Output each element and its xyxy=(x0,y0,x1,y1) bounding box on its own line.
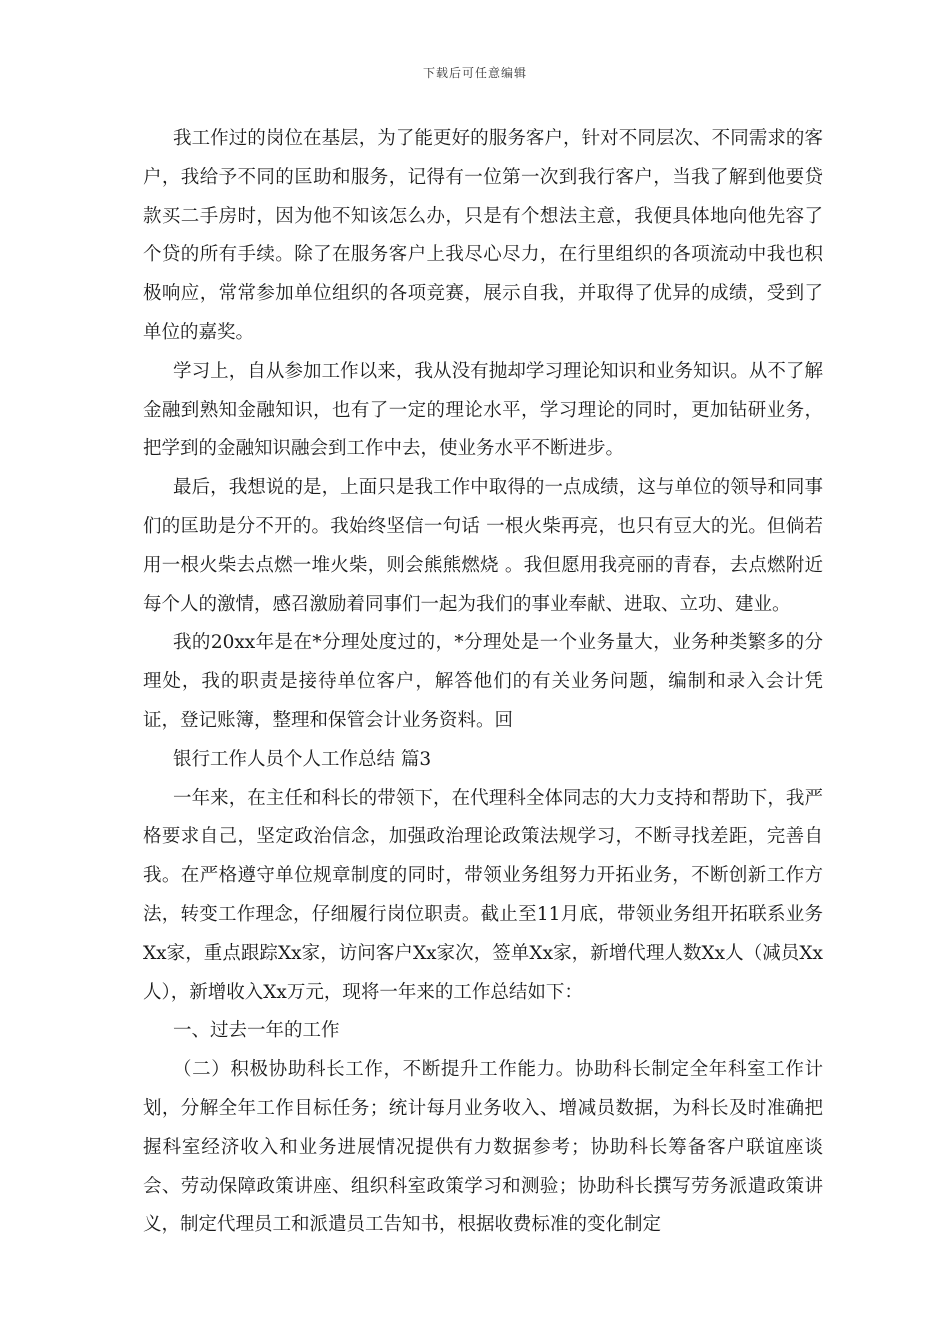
paragraph-conclusion: 最后，我想说的是，上面只是我工作中取得的一点成绩，这与单位的领导和同事们的匡助是分不开的。我始终坚信一句话 一根火柴再亮，也只有豆大的光。但倘若用一根火柴去点燃一堆火柴，则会熊熊燃烧 。我但愿用我亮丽的青春，去点燃附近每个人的激情，感召激励着同事们一起为我们的事业奉献、进取、立功、建业。 xyxy=(143,477,823,615)
paragraph-study: 学习上，自从参加工作以来，我从没有抛却学习理论知识和业务知识。从不了解金融到熟知金融知识，也有了一定的理论水平，学习理论的同时，更加钻研业务，把学到的金融知识融会到工作中去，使业务水平不断进步。 xyxy=(143,360,823,460)
paragraph-year-summary: 一年来，在主任和科长的带领下，在代理科全体同志的大力支持和帮助下，我严格要求自己，坚定政治信念，加强政治理论政策法规学习，不断寻找差距，完善自我。在严格遵守单位规章制度的同时，带领业务组努力开拓业务，不断创新工作方法，转变工作理念，仔细履行岗位职责。截止至11月底，带领业务组开拓联系业务Xx家，重点跟踪Xx家，访问客户Xx家次，签单Xx家，新增代理人数Xx人（减员Xx人），新增收入Xx万元，现将一年来的工作总结如下： xyxy=(143,787,823,1003)
section-heading: 一、过去一年的工作 xyxy=(173,1020,340,1042)
paragraph-service: 我工作过的岗位在基层，为了能更好的服务客户，针对不同层次、不同需求的客户，我给予不同的匡助和服务，记得有一位第一次到我行客户，当我了解到他要贷款买二手房时，因为他不知该怎么办，只是有个想法主意，我便具体地向他先容了个贷的所有手续。除了在服务客户上我尽心尽力，在行里组织的各项流动中我也积极响应，常常参加单位组织的各项竞赛，展示自我，并取得了优异的成绩，受到了单位的嘉奖。 xyxy=(143,128,823,343)
paragraph-assist-chief: （二）积极协助科长工作，不断提升工作能力。协助科长制定全年科室工作计划，分解全年工作目标任务；统计每月业务收入、增减员数据，为科长及时准确把握科室经济收入和业务进展情况提供有力数据参考；协助科长筹备客户联谊座谈会、劳动保障政策讲座、组织科室政策学习和测验；协助科长撰写劳务派遣政策讲义，制定代理员工和派遣员工告知书，根据收费标准的变化制定 xyxy=(143,1059,823,1236)
document-body xyxy=(143,120,823,1245)
page-header-note: 下载后可任意编辑 xyxy=(422,66,527,80)
section-title: 银行工作人员个人工作总结 篇3 xyxy=(173,748,432,770)
paragraph-branch-duty: 我的20xx年是在*分理处度过的，*分理处是一个业务量大，业务种类繁多的分理处，我的职责是接待单位客户，解答他们的有关业务问题，编制和录入会计凭证，登记账簿，整理和保管会计业务资料。回 xyxy=(143,632,823,731)
